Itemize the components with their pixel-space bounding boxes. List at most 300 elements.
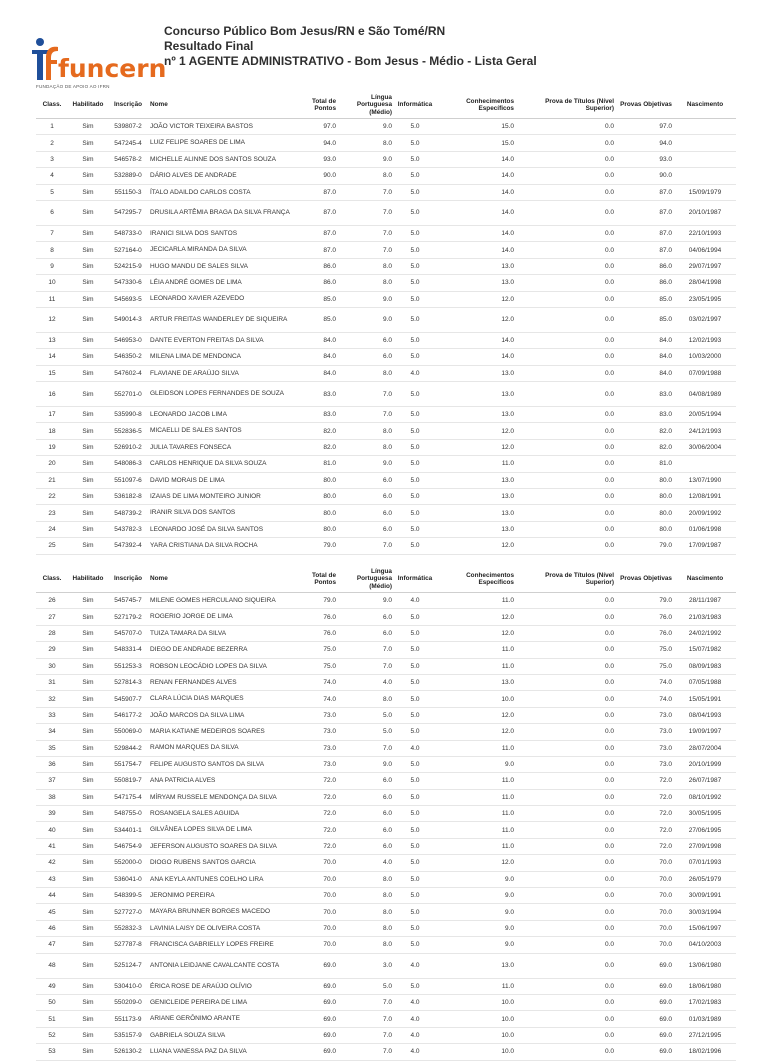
cell-class: 11 <box>36 291 68 307</box>
cell-habilitado: Sim <box>68 275 108 291</box>
cell-titulos: 0.0 <box>516 472 616 488</box>
cell-habilitado: Sim <box>68 1027 108 1043</box>
cell-nascimento: 27/12/1995 <box>674 1027 736 1043</box>
cell-portugues: 9.0 <box>338 756 394 772</box>
cell-informatica: 5.0 <box>394 423 436 439</box>
cell-titulos: 0.0 <box>516 1027 616 1043</box>
cell-titulos: 0.0 <box>516 920 616 936</box>
cell-habilitado: Sim <box>68 135 108 151</box>
cell-habilitado: Sim <box>68 184 108 200</box>
cell-inscricao: 550209-0 <box>108 994 148 1010</box>
cell-titulos: 0.0 <box>516 773 616 789</box>
cell-portugues: 7.0 <box>338 242 394 258</box>
table-row <box>36 538 736 554</box>
cell-inscricao: 551173-9 <box>108 1011 148 1027</box>
cell-total: 85.0 <box>300 291 338 307</box>
cell-class: 20 <box>36 456 68 472</box>
cell-total: 69.0 <box>300 1011 338 1027</box>
cell-informatica: 5.0 <box>394 225 436 241</box>
table-row <box>36 521 736 537</box>
cell-titulos: 0.0 <box>516 642 616 658</box>
cell-total: 73.0 <box>300 724 338 740</box>
cell-objetivas: 73.0 <box>616 740 674 756</box>
cell-class: 8 <box>36 242 68 258</box>
cell-class: 21 <box>36 472 68 488</box>
cell-total: 83.0 <box>300 382 338 407</box>
table-row <box>36 920 736 936</box>
cell-nome: FRANCISCA GABRIELLY LOPES FREIRE <box>148 937 300 953</box>
cell-total: 76.0 <box>300 609 338 625</box>
col-inscricao: Inscrição <box>108 566 148 593</box>
cell-nascimento: 04/10/2003 <box>674 937 736 953</box>
cell-habilitado: Sim <box>68 937 108 953</box>
cell-total: 70.0 <box>300 871 338 887</box>
cell-total: 84.0 <box>300 332 338 348</box>
cell-titulos: 0.0 <box>516 225 616 241</box>
table-row <box>36 642 736 658</box>
cell-inscricao: 548086-3 <box>108 456 148 472</box>
cell-nascimento: 30/09/1991 <box>674 888 736 904</box>
cell-nascimento: 04/06/1994 <box>674 242 736 258</box>
cell-total: 87.0 <box>300 200 338 225</box>
cell-nascimento <box>674 168 736 184</box>
cell-inscricao: 545907-7 <box>108 691 148 707</box>
cell-portugues: 5.0 <box>338 978 394 994</box>
cell-nascimento <box>674 456 736 472</box>
cell-titulos: 0.0 <box>516 593 616 609</box>
cell-titulos: 0.0 <box>516 953 616 978</box>
cell-conhecimentos: 9.0 <box>436 937 516 953</box>
cell-habilitado: Sim <box>68 789 108 805</box>
cell-nascimento: 15/06/1997 <box>674 920 736 936</box>
cell-conhecimentos: 13.0 <box>436 505 516 521</box>
cell-conhecimentos: 14.0 <box>436 349 516 365</box>
cell-class: 50 <box>36 994 68 1010</box>
table-row <box>36 307 736 332</box>
col-titulos: Prova de Títulos (Nível Superior) <box>516 566 616 593</box>
cell-total: 72.0 <box>300 822 338 838</box>
cell-objetivas: 72.0 <box>616 806 674 822</box>
cell-informatica: 5.0 <box>394 521 436 537</box>
cell-conhecimentos: 12.0 <box>436 724 516 740</box>
result-title: Resultado Final <box>164 39 254 53</box>
cell-informatica: 5.0 <box>394 407 436 423</box>
cell-portugues: 6.0 <box>338 838 394 854</box>
cell-conhecimentos: 12.0 <box>436 291 516 307</box>
cell-portugues: 8.0 <box>338 439 394 455</box>
cell-portugues: 4.0 <box>338 855 394 871</box>
cell-class: 6 <box>36 200 68 225</box>
cell-habilitado: Sim <box>68 838 108 854</box>
cell-nascimento: 28/07/2004 <box>674 740 736 756</box>
cell-informatica: 5.0 <box>394 658 436 674</box>
cell-conhecimentos: 11.0 <box>436 806 516 822</box>
cell-nascimento: 13/07/1990 <box>674 472 736 488</box>
cell-nome: CLARA LÚCIA DIAS MARQUES <box>148 691 300 707</box>
cell-objetivas: 82.0 <box>616 439 674 455</box>
cell-habilitado: Sim <box>68 456 108 472</box>
funcern-logo-icon <box>30 36 167 83</box>
cell-conhecimentos: 12.0 <box>436 439 516 455</box>
cell-inscricao: 546177-2 <box>108 707 148 723</box>
cell-informatica: 5.0 <box>394 707 436 723</box>
cell-class: 26 <box>36 593 68 609</box>
cell-informatica: 5.0 <box>394 349 436 365</box>
cell-conhecimentos: 15.0 <box>436 135 516 151</box>
cell-nome: TUIZA TAMARA DA SILVA <box>148 625 300 641</box>
cell-informatica: 5.0 <box>394 200 436 225</box>
cell-conhecimentos: 11.0 <box>436 789 516 805</box>
table-row <box>36 1011 736 1027</box>
cell-habilitado: Sim <box>68 674 108 690</box>
cell-titulos: 0.0 <box>516 332 616 348</box>
cell-inscricao: 545693-5 <box>108 291 148 307</box>
cell-class: 3 <box>36 151 68 167</box>
logo-subtitle: FUNDAÇÃO DE APOIO AO IFRN <box>36 84 110 89</box>
cell-conhecimentos: 14.0 <box>436 200 516 225</box>
cell-titulos: 0.0 <box>516 888 616 904</box>
cell-titulos: 0.0 <box>516 822 616 838</box>
cell-conhecimentos: 14.0 <box>436 332 516 348</box>
cell-nome: JULIA TAVARES FONSECA <box>148 439 300 455</box>
table-row <box>36 707 736 723</box>
cell-nascimento: 27/09/1998 <box>674 838 736 854</box>
cell-total: 86.0 <box>300 275 338 291</box>
table-row <box>36 838 736 854</box>
cell-objetivas: 76.0 <box>616 625 674 641</box>
cell-habilitado: Sim <box>68 242 108 258</box>
cell-habilitado: Sim <box>68 307 108 332</box>
cell-total: 80.0 <box>300 472 338 488</box>
cell-nome: JOÃO VICTOR TEIXEIRA BASTOS <box>148 119 300 135</box>
cell-class: 34 <box>36 724 68 740</box>
cell-total: 97.0 <box>300 119 338 135</box>
cell-portugues: 6.0 <box>338 505 394 521</box>
cell-nome: GLEIDSON LOPES FERNANDES DE SOUZA <box>148 382 300 407</box>
table-row <box>36 756 736 772</box>
cell-portugues: 6.0 <box>338 489 394 505</box>
cell-total: 75.0 <box>300 658 338 674</box>
cell-conhecimentos: 14.0 <box>436 151 516 167</box>
cell-habilitado: Sim <box>68 151 108 167</box>
table-row <box>36 439 736 455</box>
cell-objetivas: 85.0 <box>616 307 674 332</box>
cell-habilitado: Sim <box>68 407 108 423</box>
cell-nome: IZAIAS DE LIMA MONTEIRO JUNIOR <box>148 489 300 505</box>
cell-habilitado: Sim <box>68 505 108 521</box>
cell-informatica: 5.0 <box>394 806 436 822</box>
col-inscricao: Inscrição <box>108 92 148 119</box>
cell-nascimento: 20/10/1987 <box>674 200 736 225</box>
table-row <box>36 119 736 135</box>
cell-informatica: 4.0 <box>394 994 436 1010</box>
cell-portugues: 7.0 <box>338 1027 394 1043</box>
cell-habilitado: Sim <box>68 258 108 274</box>
cell-conhecimentos: 11.0 <box>436 773 516 789</box>
cell-total: 80.0 <box>300 489 338 505</box>
cell-objetivas: 70.0 <box>616 855 674 871</box>
cell-informatica: 5.0 <box>394 275 436 291</box>
cell-conhecimentos: 12.0 <box>436 538 516 554</box>
cell-conhecimentos: 11.0 <box>436 593 516 609</box>
cell-nascimento: 08/09/1983 <box>674 658 736 674</box>
cell-conhecimentos: 15.0 <box>436 119 516 135</box>
cell-nascimento: 24/12/1993 <box>674 423 736 439</box>
cell-conhecimentos: 12.0 <box>436 307 516 332</box>
cell-portugues: 7.0 <box>338 1011 394 1027</box>
cell-portugues: 8.0 <box>338 423 394 439</box>
table-row <box>36 855 736 871</box>
cell-class: 29 <box>36 642 68 658</box>
cell-informatica: 4.0 <box>394 1044 436 1060</box>
cell-nascimento <box>674 119 736 135</box>
cell-nascimento: 24/02/1992 <box>674 625 736 641</box>
cell-inscricao: 546350-2 <box>108 349 148 365</box>
cell-portugues: 5.0 <box>338 707 394 723</box>
table-row <box>36 691 736 707</box>
funcern-logo <box>30 36 167 91</box>
cell-titulos: 0.0 <box>516 168 616 184</box>
cell-class: 31 <box>36 674 68 690</box>
cell-habilitado: Sim <box>68 1011 108 1027</box>
cell-total: 72.0 <box>300 789 338 805</box>
cell-conhecimentos: 11.0 <box>436 838 516 854</box>
cell-nome: GILVÂNEA LOPES SILVA DE LIMA <box>148 822 300 838</box>
cell-titulos: 0.0 <box>516 275 616 291</box>
cell-nascimento: 03/02/1997 <box>674 307 736 332</box>
cell-portugues: 7.0 <box>338 1044 394 1060</box>
cell-objetivas: 72.0 <box>616 822 674 838</box>
cell-class: 51 <box>36 1011 68 1027</box>
cell-portugues: 7.0 <box>338 200 394 225</box>
results-body-1 <box>36 119 736 555</box>
cell-objetivas: 85.0 <box>616 291 674 307</box>
cell-informatica: 5.0 <box>394 168 436 184</box>
cell-nascimento: 12/08/1991 <box>674 489 736 505</box>
cell-inscricao: 548331-4 <box>108 642 148 658</box>
cell-portugues: 6.0 <box>338 609 394 625</box>
cell-conhecimentos: 11.0 <box>436 978 516 994</box>
cell-conhecimentos: 13.0 <box>436 258 516 274</box>
cell-nascimento: 30/06/2004 <box>674 439 736 455</box>
cell-objetivas: 97.0 <box>616 119 674 135</box>
cell-nascimento: 19/09/1997 <box>674 724 736 740</box>
cell-total: 76.0 <box>300 625 338 641</box>
results-body-2 <box>36 593 736 1061</box>
cell-portugues: 7.0 <box>338 642 394 658</box>
cell-class: 40 <box>36 822 68 838</box>
cell-inscricao: 527179-2 <box>108 609 148 625</box>
table-row <box>36 1044 736 1060</box>
cell-portugues: 9.0 <box>338 291 394 307</box>
cell-inscricao: 547175-4 <box>108 789 148 805</box>
cell-conhecimentos: 14.0 <box>436 168 516 184</box>
cell-conhecimentos: 10.0 <box>436 994 516 1010</box>
cell-total: 72.0 <box>300 838 338 854</box>
cell-nascimento: 18/06/1980 <box>674 978 736 994</box>
cell-total: 73.0 <box>300 756 338 772</box>
cell-objetivas: 79.0 <box>616 593 674 609</box>
cell-portugues: 9.0 <box>338 456 394 472</box>
cell-total: 87.0 <box>300 184 338 200</box>
cell-objetivas: 80.0 <box>616 489 674 505</box>
cell-titulos: 0.0 <box>516 307 616 332</box>
cell-conhecimentos: 13.0 <box>436 489 516 505</box>
cell-inscricao: 548755-0 <box>108 806 148 822</box>
cell-inscricao: 527814-3 <box>108 674 148 690</box>
cell-nome: MICHELLE ALINNE DOS SANTOS SOUZA <box>148 151 300 167</box>
cell-conhecimentos: 11.0 <box>436 642 516 658</box>
cell-habilitado: Sim <box>68 168 108 184</box>
cell-nascimento: 30/03/1994 <box>674 904 736 920</box>
cell-inscricao: 527787-8 <box>108 937 148 953</box>
col-objetivas: Provas Objetivas <box>616 92 674 119</box>
cell-nome: LEONARDO XAVIER AZEVEDO <box>148 291 300 307</box>
table-row <box>36 275 736 291</box>
cell-titulos: 0.0 <box>516 658 616 674</box>
table-row <box>36 822 736 838</box>
cell-nome: LEONARDO JOSÉ DA SILVA SANTOS <box>148 521 300 537</box>
cell-objetivas: 70.0 <box>616 904 674 920</box>
cell-informatica: 5.0 <box>394 184 436 200</box>
position-title: nº 1 AGENTE ADMINISTRATIVO - Bom Jesus - Médio - Lista Geral <box>164 54 537 68</box>
cell-total: 90.0 <box>300 168 338 184</box>
cell-total: 81.0 <box>300 456 338 472</box>
cell-nome: ROSANGELA SALES AGUIDA <box>148 806 300 822</box>
cell-inscricao: 546578-2 <box>108 151 148 167</box>
cell-portugues: 6.0 <box>338 789 394 805</box>
cell-titulos: 0.0 <box>516 291 616 307</box>
cell-nome: YARA CRISTIANA DA SILVA ROCHA <box>148 538 300 554</box>
cell-titulos: 0.0 <box>516 707 616 723</box>
cell-objetivas: 90.0 <box>616 168 674 184</box>
cell-portugues: 8.0 <box>338 888 394 904</box>
cell-objetivas: 87.0 <box>616 225 674 241</box>
cell-objetivas: 87.0 <box>616 184 674 200</box>
table-row <box>36 505 736 521</box>
cell-informatica: 5.0 <box>394 382 436 407</box>
cell-titulos: 0.0 <box>516 871 616 887</box>
table-row <box>36 888 736 904</box>
table-row <box>36 382 736 407</box>
cell-informatica: 4.0 <box>394 953 436 978</box>
cell-portugues: 7.0 <box>338 740 394 756</box>
cell-inscricao: 549014-3 <box>108 307 148 332</box>
cell-objetivas: 73.0 <box>616 724 674 740</box>
cell-total: 69.0 <box>300 1027 338 1043</box>
cell-class: 32 <box>36 691 68 707</box>
cell-conhecimentos: 11.0 <box>436 822 516 838</box>
cell-total: 86.0 <box>300 258 338 274</box>
cell-nascimento: 01/06/1998 <box>674 521 736 537</box>
cell-habilitado: Sim <box>68 994 108 1010</box>
cell-informatica: 5.0 <box>394 119 436 135</box>
cell-inscricao: 526130-2 <box>108 1044 148 1060</box>
cell-total: 73.0 <box>300 740 338 756</box>
cell-nascimento: 17/09/1987 <box>674 538 736 554</box>
cell-class: 19 <box>36 439 68 455</box>
cell-nome: IRANIR SILVA DOS SANTOS <box>148 505 300 521</box>
cell-nascimento: 20/05/1994 <box>674 407 736 423</box>
table-row <box>36 168 736 184</box>
cell-nome: ÉRICA ROSE DE ARAÚJO OLÍVIO <box>148 978 300 994</box>
cell-informatica: 5.0 <box>394 691 436 707</box>
cell-conhecimentos: 13.0 <box>436 407 516 423</box>
cell-inscricao: 551754-7 <box>108 756 148 772</box>
cell-nome: CARLOS HENRIQUE DA SILVA SOUZA <box>148 456 300 472</box>
cell-habilitado: Sim <box>68 978 108 994</box>
results-table-2 <box>36 566 736 1061</box>
cell-nome: JOÃO MARCOS DA SILVA LIMA <box>148 707 300 723</box>
cell-habilitado: Sim <box>68 538 108 554</box>
cell-habilitado: Sim <box>68 119 108 135</box>
cell-class: 27 <box>36 609 68 625</box>
cell-conhecimentos: 10.0 <box>436 691 516 707</box>
table-row <box>36 472 736 488</box>
table-row <box>36 365 736 381</box>
cell-nascimento: 17/02/1983 <box>674 994 736 1010</box>
cell-objetivas: 80.0 <box>616 521 674 537</box>
col-nome: Nome <box>148 92 300 119</box>
cell-objetivas: 69.0 <box>616 1044 674 1060</box>
cell-habilitado: Sim <box>68 382 108 407</box>
cell-habilitado: Sim <box>68 472 108 488</box>
cell-objetivas: 74.0 <box>616 691 674 707</box>
cell-habilitado: Sim <box>68 658 108 674</box>
table-row <box>36 349 736 365</box>
cell-nome: MILENA LIMA DE MENDONCA <box>148 349 300 365</box>
cell-titulos: 0.0 <box>516 1011 616 1027</box>
cell-titulos: 0.0 <box>516 978 616 994</box>
cell-objetivas: 72.0 <box>616 838 674 854</box>
cell-objetivas: 87.0 <box>616 242 674 258</box>
cell-portugues: 3.0 <box>338 953 394 978</box>
cell-titulos: 0.0 <box>516 855 616 871</box>
cell-inscricao: 536041-0 <box>108 871 148 887</box>
cell-nome: MARIA KATIANE MEDEIROS SOARES <box>148 724 300 740</box>
table-row <box>36 135 736 151</box>
cell-objetivas: 94.0 <box>616 135 674 151</box>
cell-titulos: 0.0 <box>516 489 616 505</box>
col-habilitado: Habilitado <box>68 566 108 593</box>
cell-nome: DANTE EVERTON FREITAS DA SILVA <box>148 332 300 348</box>
cell-informatica: 4.0 <box>394 1027 436 1043</box>
cell-class: 25 <box>36 538 68 554</box>
cell-habilitado: Sim <box>68 756 108 772</box>
cell-portugues: 6.0 <box>338 349 394 365</box>
cell-portugues: 8.0 <box>338 275 394 291</box>
cell-nome: RAMON MARQUES DA SILVA <box>148 740 300 756</box>
cell-objetivas: 80.0 <box>616 505 674 521</box>
cell-objetivas: 75.0 <box>616 658 674 674</box>
cell-inscricao: 525124-7 <box>108 953 148 978</box>
col-titulos: Prova de Títulos (Nível Superior) <box>516 92 616 119</box>
cell-objetivas: 82.0 <box>616 423 674 439</box>
cell-habilitado: Sim <box>68 822 108 838</box>
cell-class: 24 <box>36 521 68 537</box>
cell-conhecimentos: 9.0 <box>436 888 516 904</box>
cell-nascimento: 30/05/1995 <box>674 806 736 822</box>
cell-conhecimentos: 13.0 <box>436 674 516 690</box>
cell-conhecimentos: 11.0 <box>436 456 516 472</box>
cell-total: 87.0 <box>300 225 338 241</box>
cell-total: 72.0 <box>300 773 338 789</box>
cell-total: 70.0 <box>300 937 338 953</box>
table-row <box>36 953 736 978</box>
cell-portugues: 6.0 <box>338 773 394 789</box>
cell-conhecimentos: 14.0 <box>436 242 516 258</box>
cell-informatica: 4.0 <box>394 740 436 756</box>
